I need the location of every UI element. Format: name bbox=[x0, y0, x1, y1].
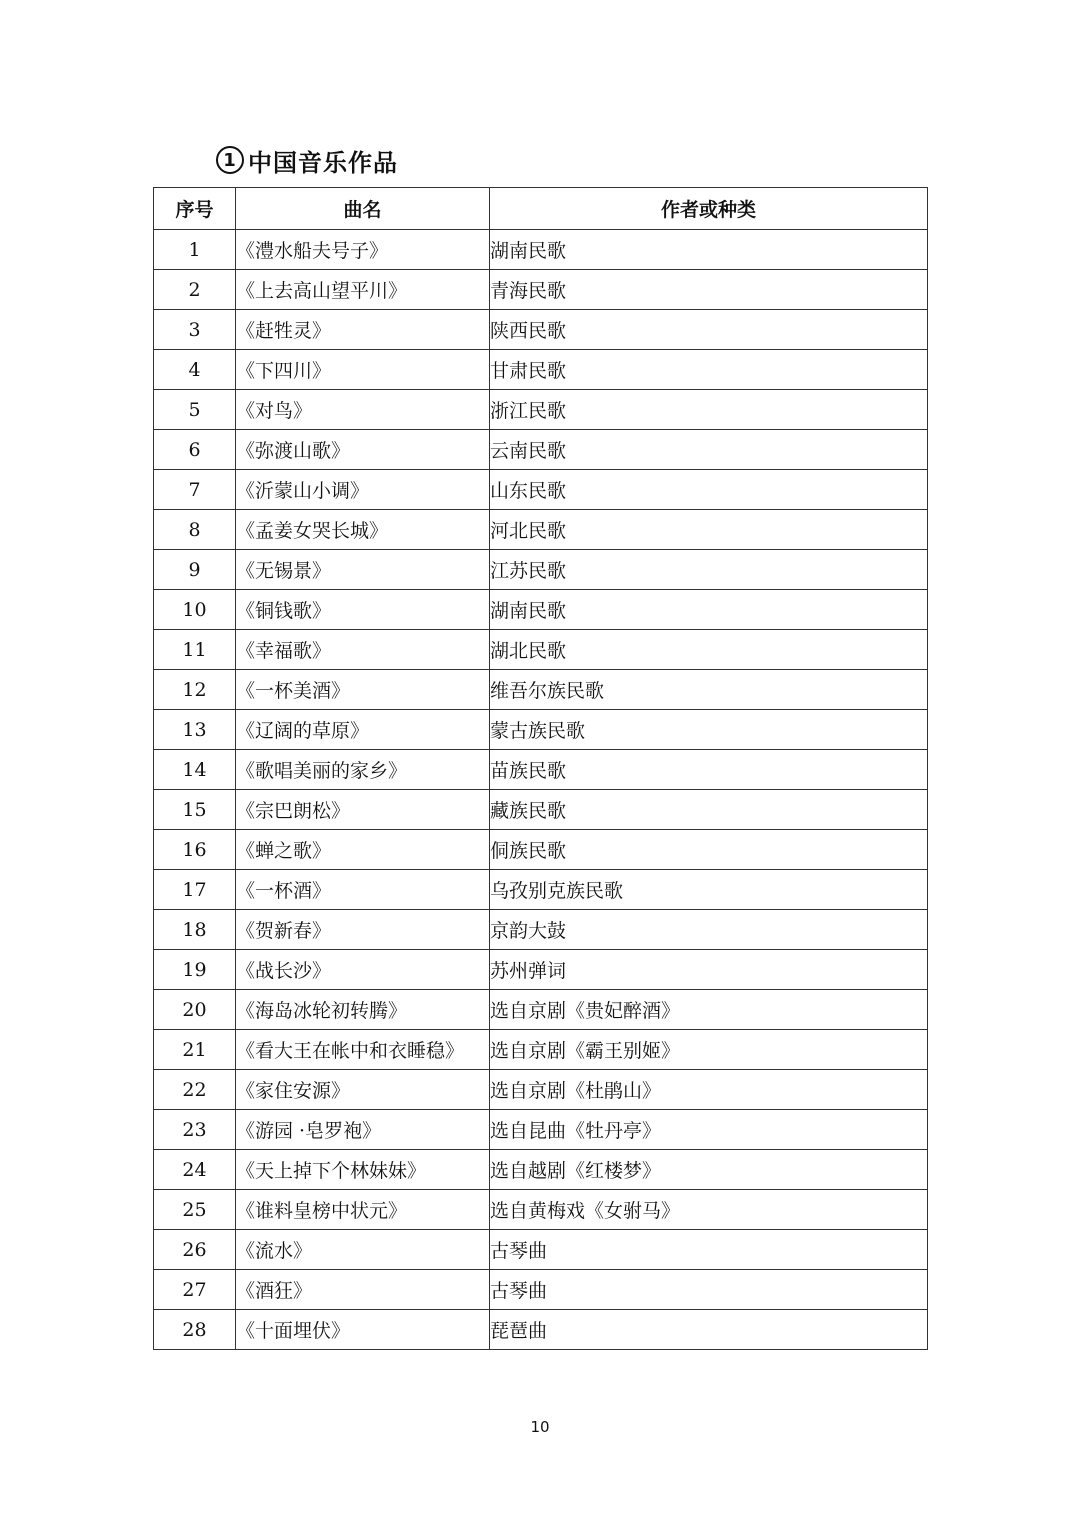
cell-title: 《一杯酒》 bbox=[236, 870, 490, 910]
table-row bbox=[154, 430, 928, 470]
cell-type: 陕西民歌 bbox=[490, 310, 928, 350]
cell-number: 22 bbox=[154, 1070, 236, 1110]
cell-type: 苗族民歌 bbox=[490, 750, 928, 790]
cell-title: 《十面埋伏》 bbox=[236, 1310, 490, 1350]
cell-type: 琵琶曲 bbox=[490, 1310, 928, 1350]
cell-number: 23 bbox=[154, 1110, 236, 1150]
table-row bbox=[154, 870, 928, 910]
header-number: 序号 bbox=[154, 188, 236, 230]
cell-number: 2 bbox=[154, 270, 236, 310]
cell-type: 侗族民歌 bbox=[490, 830, 928, 870]
cell-type: 古琴曲 bbox=[490, 1230, 928, 1270]
cell-number: 14 bbox=[154, 750, 236, 790]
cell-title: 《沂蒙山小调》 bbox=[236, 470, 490, 510]
cell-number: 24 bbox=[154, 1150, 236, 1190]
cell-number: 4 bbox=[154, 350, 236, 390]
cell-type: 青海民歌 bbox=[490, 270, 928, 310]
cell-type: 湖北民歌 bbox=[490, 630, 928, 670]
cell-title: 《贺新春》 bbox=[236, 910, 490, 950]
section-heading bbox=[216, 140, 398, 180]
music-works-table bbox=[153, 187, 928, 1350]
cell-type: 河北民歌 bbox=[490, 510, 928, 550]
cell-type: 京韵大鼓 bbox=[490, 910, 928, 950]
cell-title: 《无锡景》 bbox=[236, 550, 490, 590]
table-row bbox=[154, 270, 928, 310]
table-row bbox=[154, 1150, 928, 1190]
cell-type: 藏族民歌 bbox=[490, 790, 928, 830]
cell-number: 13 bbox=[154, 710, 236, 750]
cell-title: 《下四川》 bbox=[236, 350, 490, 390]
table-row bbox=[154, 550, 928, 590]
cell-title: 《谁料皇榜中状元》 bbox=[236, 1190, 490, 1230]
page-number: 10 bbox=[530, 1418, 550, 1436]
cell-title: 《家住安源》 bbox=[236, 1070, 490, 1110]
table-row bbox=[154, 1190, 928, 1230]
cell-type: 云南民歌 bbox=[490, 430, 928, 470]
cell-title: 《澧水船夫号子》 bbox=[236, 230, 490, 270]
cell-title: 《酒狂》 bbox=[236, 1270, 490, 1310]
cell-number: 16 bbox=[154, 830, 236, 870]
cell-type: 选自越剧《红楼梦》 bbox=[490, 1150, 928, 1190]
cell-number: 25 bbox=[154, 1190, 236, 1230]
cell-title: 《宗巴朗松》 bbox=[236, 790, 490, 830]
cell-title: 《对鸟》 bbox=[236, 390, 490, 430]
cell-number: 18 bbox=[154, 910, 236, 950]
table-row bbox=[154, 1110, 928, 1150]
table-row bbox=[154, 390, 928, 430]
cell-type: 湖南民歌 bbox=[490, 590, 928, 630]
cell-number: 28 bbox=[154, 1310, 236, 1350]
cell-type: 山东民歌 bbox=[490, 470, 928, 510]
cell-type: 甘肃民歌 bbox=[490, 350, 928, 390]
table-header-row bbox=[154, 188, 928, 230]
table-row bbox=[154, 670, 928, 710]
table-row bbox=[154, 310, 928, 350]
cell-title: 《天上掉下个林妹妹》 bbox=[236, 1150, 490, 1190]
cell-type: 浙江民歌 bbox=[490, 390, 928, 430]
cell-number: 9 bbox=[154, 550, 236, 590]
cell-title: 《一杯美酒》 bbox=[236, 670, 490, 710]
table-row bbox=[154, 830, 928, 870]
cell-number: 11 bbox=[154, 630, 236, 670]
table-row bbox=[154, 510, 928, 550]
cell-title: 《孟姜女哭长城》 bbox=[236, 510, 490, 550]
cell-title: 《上去高山望平川》 bbox=[236, 270, 490, 310]
cell-number: 26 bbox=[154, 1230, 236, 1270]
cell-title: 《弥渡山歌》 bbox=[236, 430, 490, 470]
cell-number: 19 bbox=[154, 950, 236, 990]
table-row bbox=[154, 630, 928, 670]
cell-number: 5 bbox=[154, 390, 236, 430]
cell-type: 乌孜别克族民歌 bbox=[490, 870, 928, 910]
table-row bbox=[154, 950, 928, 990]
cell-number: 20 bbox=[154, 990, 236, 1030]
cell-type: 古琴曲 bbox=[490, 1270, 928, 1310]
cell-number: 27 bbox=[154, 1270, 236, 1310]
circled-number-marker: 1 bbox=[216, 146, 244, 174]
cell-type: 江苏民歌 bbox=[490, 550, 928, 590]
table-row bbox=[154, 230, 928, 270]
table-row bbox=[154, 1030, 928, 1070]
cell-number: 21 bbox=[154, 1030, 236, 1070]
cell-type: 蒙古族民歌 bbox=[490, 710, 928, 750]
cell-number: 15 bbox=[154, 790, 236, 830]
table-row bbox=[154, 990, 928, 1030]
table-row bbox=[154, 350, 928, 390]
section-title: 中国音乐作品 bbox=[248, 148, 398, 177]
cell-title: 《看大王在帐中和衣睡稳》 bbox=[236, 1030, 490, 1070]
cell-type: 维吾尔族民歌 bbox=[490, 670, 928, 710]
cell-title: 《海岛冰轮初转腾》 bbox=[236, 990, 490, 1030]
cell-title: 《流水》 bbox=[236, 1230, 490, 1270]
cell-title: 《蝉之歌》 bbox=[236, 830, 490, 870]
table-row bbox=[154, 910, 928, 950]
table-row bbox=[154, 1310, 928, 1350]
cell-type: 选自京剧《霸王别姬》 bbox=[490, 1030, 928, 1070]
table-row bbox=[154, 1070, 928, 1110]
cell-number: 17 bbox=[154, 870, 236, 910]
table-body bbox=[154, 230, 928, 1350]
cell-title: 《赶牲灵》 bbox=[236, 310, 490, 350]
cell-title: 《幸福歌》 bbox=[236, 630, 490, 670]
cell-type: 选自京剧《贵妃醉酒》 bbox=[490, 990, 928, 1030]
cell-type: 选自京剧《杜鹃山》 bbox=[490, 1070, 928, 1110]
table-row bbox=[154, 750, 928, 790]
cell-title: 《铜钱歌》 bbox=[236, 590, 490, 630]
cell-title: 《歌唱美丽的家乡》 bbox=[236, 750, 490, 790]
table-row bbox=[154, 470, 928, 510]
cell-type: 选自黄梅戏《女驸马》 bbox=[490, 1190, 928, 1230]
cell-type: 选自昆曲《牡丹亭》 bbox=[490, 1110, 928, 1150]
table-row bbox=[154, 1270, 928, 1310]
table-row bbox=[154, 790, 928, 830]
cell-number: 6 bbox=[154, 430, 236, 470]
cell-type: 湖南民歌 bbox=[490, 230, 928, 270]
cell-number: 10 bbox=[154, 590, 236, 630]
cell-number: 7 bbox=[154, 470, 236, 510]
cell-title: 《游园 ·皂罗袍》 bbox=[236, 1110, 490, 1150]
cell-title: 《战长沙》 bbox=[236, 950, 490, 990]
table-row bbox=[154, 710, 928, 750]
header-title: 曲名 bbox=[236, 188, 490, 230]
table-row bbox=[154, 1230, 928, 1270]
table-row bbox=[154, 590, 928, 630]
cell-number: 3 bbox=[154, 310, 236, 350]
cell-number: 12 bbox=[154, 670, 236, 710]
cell-type: 苏州弹词 bbox=[490, 950, 928, 990]
cell-number: 8 bbox=[154, 510, 236, 550]
cell-title: 《辽阔的草原》 bbox=[236, 710, 490, 750]
cell-number: 1 bbox=[154, 230, 236, 270]
header-type: 作者或种类 bbox=[490, 188, 928, 230]
